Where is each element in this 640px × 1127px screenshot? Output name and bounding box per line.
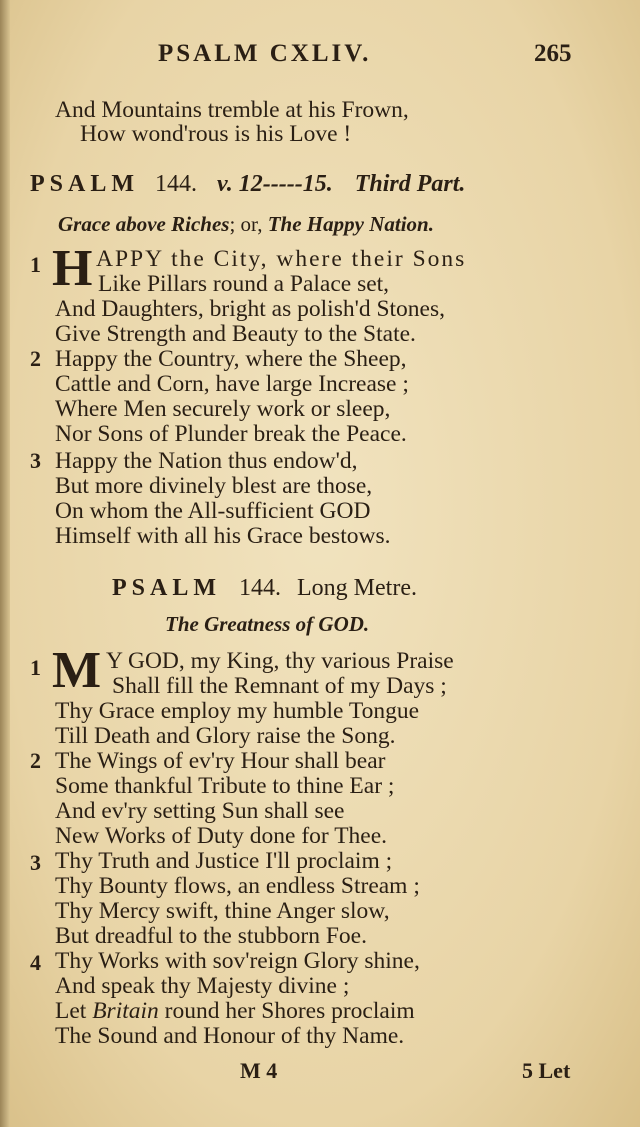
psalm-title: PSALM — [112, 575, 221, 601]
drop-cap: H — [52, 240, 93, 297]
psalm-number: 144. — [239, 575, 281, 601]
verse-line: The Wings of ev'ry Hour shall bear — [55, 748, 386, 774]
verse-line: On whom the All-sufficient GOD — [55, 498, 371, 524]
verse-line: Where Men securely work or sleep, — [55, 396, 391, 422]
part-label: Third Part. — [354, 171, 466, 197]
verse-number: 1 — [30, 252, 41, 277]
verse-reference: v. 12-----15. — [217, 171, 333, 197]
verse-line: And Mountains tremble at his Frown, — [55, 97, 409, 123]
verse-text: round her Shores proclaim — [164, 998, 415, 1024]
catchword: 5 Let — [522, 1058, 571, 1083]
signature-mark: M 4 — [240, 1058, 278, 1083]
verse-line: Till Death and Glory raise the Song. — [55, 723, 396, 749]
page-number: 265 — [534, 40, 572, 67]
verse-line: Thy Truth and Justice I'll proclaim ; — [55, 848, 393, 874]
verse-line: How wond'rous is his Love ! — [80, 121, 352, 147]
page-gutter — [0, 0, 10, 1127]
subtitle-part-2: The Happy Nation. — [267, 212, 434, 236]
verse-line: Thy Works with sov'reign Glory shine, — [55, 948, 420, 974]
verse-line: Happy the Country, where the Sheep, — [55, 346, 407, 372]
verse-number: 2 — [30, 346, 41, 371]
psalm-number: 144. — [155, 171, 197, 197]
verse-line: Like Pillars round a Palace set, — [98, 271, 390, 297]
verse-line: APPY the City, where their Sons — [96, 246, 467, 272]
verse-number: 1 — [30, 655, 41, 680]
verse-line: Thy Bounty flows, an endless Stream ; — [55, 873, 420, 899]
metre-label: Long Metre. — [297, 575, 417, 601]
verse-line: Nor Sons of Plunder break the Peace. — [55, 421, 407, 447]
verse-line: Y GOD, my King, thy various Praise — [106, 648, 454, 674]
verse-line: And Daughters, bright as polish'd Stones, — [55, 296, 445, 322]
psalm-subtitle-a — [58, 212, 434, 237]
verse-line: Give Strength and Beauty to the State. — [55, 321, 416, 347]
verse-number: 2 — [30, 748, 41, 773]
running-head: PSALM CXLIV. — [158, 40, 372, 67]
verse-line: Cattle and Corn, have large Increase ; — [55, 371, 409, 397]
verse-line: The Sound and Honour of thy Name. — [55, 1023, 405, 1049]
drop-cap: M — [52, 642, 102, 699]
verse-line: Himself with all his Grace bestows. — [55, 523, 391, 549]
verse-line: Thy Grace employ my humble Tongue — [55, 698, 420, 724]
subtitle-part-1: Grace above Riches — [58, 212, 230, 236]
verse-number: 3 — [30, 850, 41, 875]
verse-line: But dreadful to the stubborn Foe. — [55, 923, 367, 949]
verse-line: But more divinely blest are those, — [55, 473, 373, 499]
verse-line: New Works of Duty done for Thee. — [55, 823, 388, 849]
verse-line: Happy the Nation thus endow'd, — [55, 448, 358, 474]
verse-line: And speak thy Majesty divine ; — [55, 973, 350, 999]
subtitle-separator: ; or, — [229, 212, 263, 236]
verse-text-italic: Britain — [92, 998, 159, 1024]
verse-line — [55, 998, 415, 1024]
verse-line: Shall fill the Remnant of my Days ; — [112, 673, 447, 699]
verse-number: 3 — [30, 448, 41, 473]
psalm-subtitle-b: The Greatness of GOD. — [165, 612, 370, 636]
psalm-title: PSALM — [30, 171, 139, 197]
verse-line: Thy Mercy swift, thine Anger slow, — [55, 898, 390, 924]
verse-line: And ev'ry setting Sun shall see — [55, 798, 345, 824]
verse-text: Let — [55, 998, 87, 1024]
verse-number: 4 — [30, 950, 41, 975]
verse-line: Some thankful Tribute to thine Ear ; — [55, 773, 395, 799]
psalm-heading-b — [112, 574, 417, 602]
psalm-heading-a — [30, 170, 465, 198]
